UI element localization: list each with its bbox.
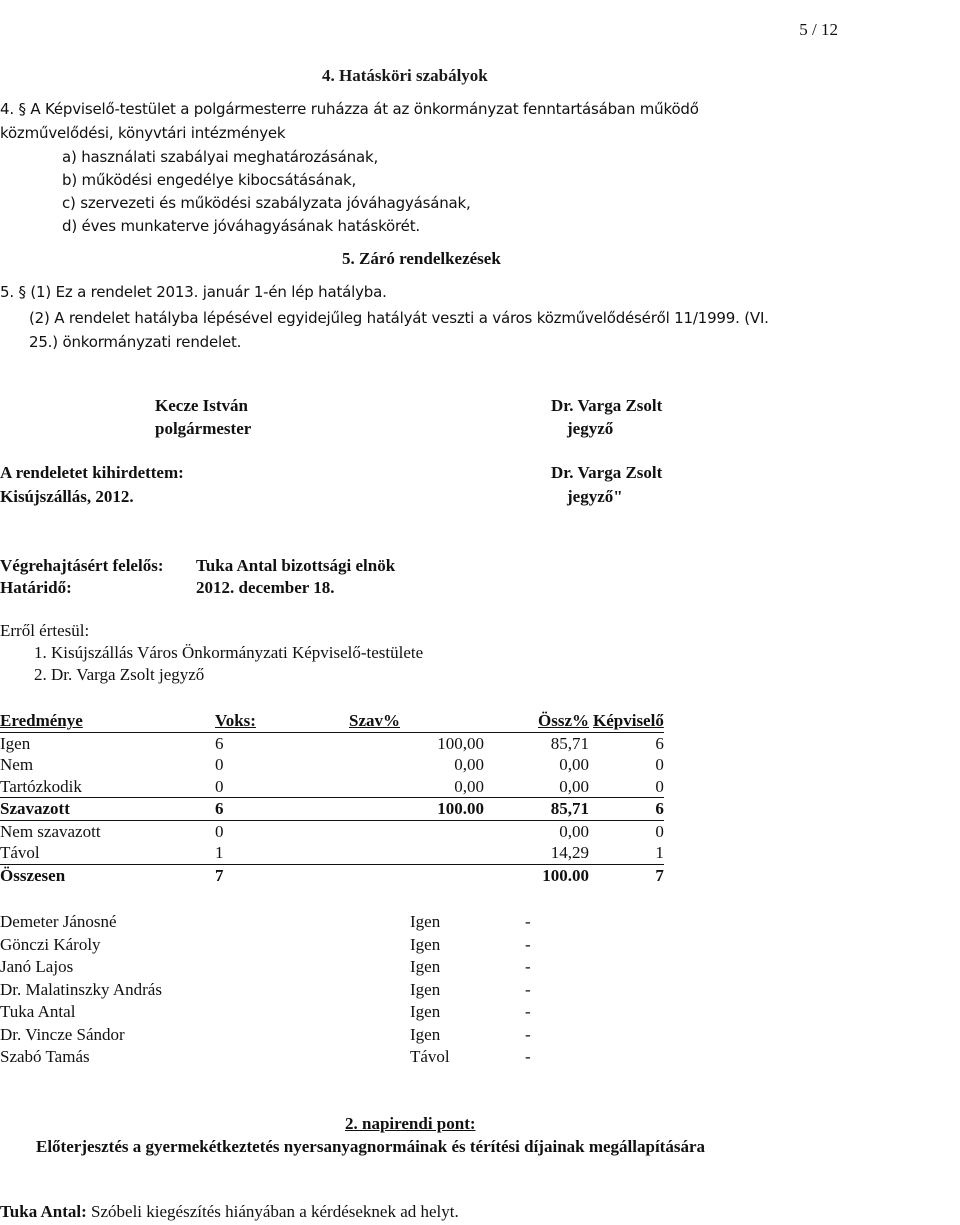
- table-row: [0, 776, 664, 798]
- vote-note: -: [525, 957, 531, 976]
- page-number: 5 / 12: [799, 20, 838, 39]
- table-cell: Szavazott: [0, 798, 215, 821]
- responsible-value: Tuka Antal bizottsági elnök: [196, 556, 396, 575]
- deadline-value: 2012. december 18.: [196, 578, 335, 597]
- table-cell: 0,00: [270, 776, 484, 798]
- section-4-item-d: d) éves munkaterve jóváhagyásának hatáskörét.: [62, 217, 420, 235]
- agenda-heading: 2. napirendi pont:: [345, 1114, 476, 1133]
- table-cell: 0,00: [559, 821, 589, 841]
- vote-note: -: [525, 1024, 531, 1044]
- header-representative: Képviselő: [589, 710, 664, 732]
- table-cell: Összesen: [0, 865, 66, 885]
- place-date: Kisújszállás, 2012.: [0, 487, 134, 506]
- voter-name: Gönczi Károly: [0, 934, 101, 954]
- voter-name: Tuka Antal: [0, 1002, 76, 1021]
- vote-note: -: [525, 934, 531, 954]
- vote-note: -: [525, 912, 531, 931]
- notify-item-1: 1. Kisújszállás Város Önkormányzati Képviselő-testülete: [34, 643, 424, 662]
- promulgated-label: A rendeletet kihirdettem:: [0, 463, 184, 482]
- table-cell: Tartózkodik: [0, 776, 215, 798]
- table-cell: 6: [655, 733, 664, 753]
- notary2-name: Dr. Varga Zsolt: [551, 463, 663, 482]
- notify-item-2: 2. Dr. Varga Zsolt jegyző: [34, 665, 205, 684]
- list-item: [0, 935, 600, 958]
- voter-name: Dr. Vincze Sándor: [0, 1024, 125, 1044]
- table-cell: Nem: [0, 755, 34, 775]
- notary-title: jegyző: [567, 419, 614, 438]
- agenda-title: Előterjesztés a gyermekétkeztetés nyersanyagnormáinak és térítési díjainak megállapítására: [36, 1137, 706, 1156]
- table-cell: Nem szavazott: [0, 821, 101, 841]
- section-4-item-a: a) használati szabályai meghatározásának,: [62, 148, 379, 166]
- table-cell: 0: [215, 755, 224, 775]
- table-cell: 6: [215, 733, 224, 753]
- table-cell: 14,29: [484, 842, 589, 864]
- individual-votes-list: [0, 912, 600, 1070]
- section-4-item-b: b) működési engedélye kibocsátásának,: [62, 171, 357, 189]
- table-cell: 1: [215, 842, 270, 864]
- speaker-name: Tuka Antal:: [0, 1202, 87, 1221]
- table-cell: [270, 820, 484, 842]
- voter-name: Dr. Malatinszky András: [0, 979, 162, 999]
- list-item: [0, 980, 600, 1003]
- voter-name: Janó Lajos: [0, 957, 74, 976]
- table-cell: 100,00: [437, 733, 484, 753]
- section-5-line1: 5. § (1) Ez a rendelet 2013. január 1-én lép hatályba.: [0, 283, 387, 301]
- table-cell: 0,00: [484, 776, 589, 798]
- vote-value: Igen: [410, 957, 441, 976]
- table-cell: 0,00: [454, 755, 484, 775]
- table-cell: 7: [215, 865, 224, 885]
- table-cell: 0: [655, 755, 664, 775]
- table-cell: [270, 864, 484, 886]
- list-item: [0, 1047, 600, 1070]
- table-cell: 0: [655, 821, 664, 841]
- vote-note: -: [525, 1047, 531, 1066]
- vote-note: -: [525, 1002, 531, 1021]
- mayor-name: Kecze István: [155, 396, 249, 415]
- table-cell: [270, 842, 484, 864]
- vote-value: Igen: [410, 912, 441, 931]
- table-cell: 1: [589, 842, 664, 864]
- list-item: [0, 912, 600, 935]
- vote-value: Igen: [410, 1024, 441, 1044]
- vote-note: -: [525, 979, 531, 999]
- table-row: [0, 754, 664, 776]
- vote-value: Távol: [410, 1047, 450, 1066]
- table-header-row: [0, 710, 664, 732]
- section-4-line2: közművelődési, könyvtári intézmények: [0, 124, 286, 142]
- table-cell: 0,00: [559, 755, 589, 775]
- speaker-line: [0, 1202, 459, 1222]
- table-cell: 6: [215, 798, 270, 821]
- notary-name: Dr. Varga Zsolt: [551, 396, 663, 415]
- notify-label: Erről értesül:: [0, 621, 90, 640]
- table-row: [0, 820, 664, 842]
- table-row: [0, 842, 664, 864]
- table-cell: 0: [215, 821, 224, 841]
- section-4-heading: 4. Hatásköri szabályok: [322, 66, 488, 85]
- vote-value: Igen: [410, 1002, 441, 1021]
- header-total-pct: Össz%: [484, 710, 589, 732]
- section-5-line3: 25.) önkormányzati rendelet.: [29, 333, 242, 351]
- table-cell: 0: [589, 776, 664, 798]
- responsible-label: Végrehajtásért felelős:: [0, 556, 164, 575]
- table-cell: 85,71: [550, 733, 589, 753]
- section-4-line1: 4. § A Képviselő-testület a polgármesterre ruházza át az önkormányzat fenntartásában működő: [0, 100, 699, 118]
- deadline-label: Határidő:: [0, 578, 72, 597]
- table-row: [0, 732, 664, 754]
- table-cell: 100.00: [270, 798, 484, 821]
- table-cell: Távol: [0, 842, 215, 864]
- table-row: [0, 864, 664, 886]
- table-cell: 85,71: [484, 798, 589, 821]
- header-votes: Voks:: [215, 710, 270, 732]
- header-result: Eredménye: [0, 710, 215, 732]
- table-cell: Igen: [0, 733, 31, 753]
- table-cell: 6: [589, 798, 664, 821]
- list-item: [0, 1002, 600, 1025]
- list-item: [0, 957, 600, 980]
- speaker-text: Szóbeli kiegészítés hiányában a kérdéseknek ad helyt.: [91, 1202, 459, 1221]
- section-5-heading: 5. Záró rendelkezések: [342, 249, 501, 268]
- table-row: [0, 798, 664, 821]
- notary2-title: jegyző": [567, 487, 623, 506]
- vote-value: Igen: [410, 934, 441, 954]
- table-cell: 100.00: [542, 865, 589, 885]
- section-4-item-c: c) szervezeti és működési szabályzata jóváhagyásának,: [62, 194, 471, 212]
- list-item: [0, 1025, 600, 1048]
- table-cell: 7: [655, 865, 664, 885]
- voter-name: Demeter Jánosné: [0, 912, 117, 931]
- vote-value: Igen: [410, 979, 441, 999]
- voter-name: Szabó Tamás: [0, 1047, 90, 1066]
- mayor-title: polgármester: [155, 419, 252, 438]
- section-5-line2: (2) A rendelet hatályba lépésével egyidejűleg hatályát veszti a város közművelődéséről 11/1999. (VI.: [29, 309, 769, 327]
- table-cell: 0: [215, 776, 270, 798]
- vote-results-table: [0, 710, 664, 886]
- header-vote-pct: Szav%: [270, 710, 484, 732]
